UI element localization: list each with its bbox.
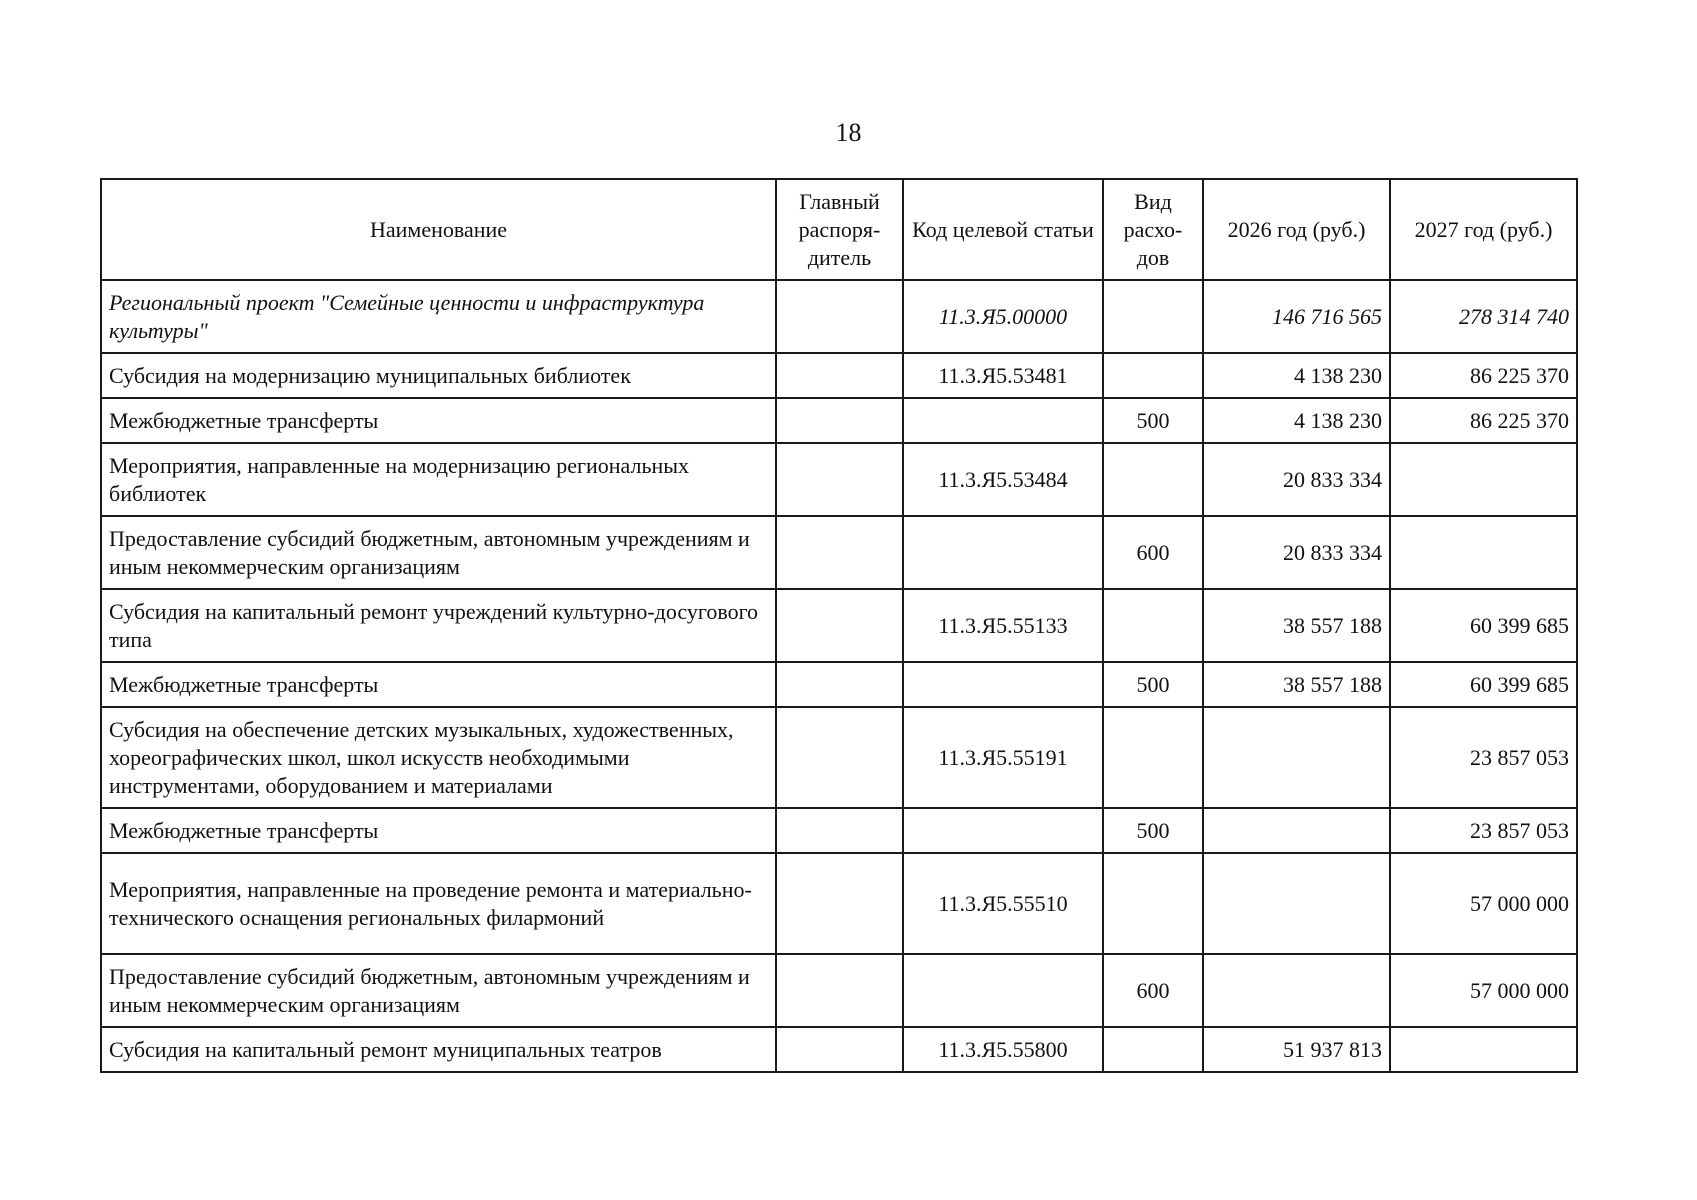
cell-name: Предоставление субсидий бюджетным, автономным учреждениям и иным некоммерческим организациям [101,954,776,1027]
cell-2026: 20 833 334 [1203,443,1390,516]
cell-manager [776,1027,903,1072]
cell-2026: 4 138 230 [1203,353,1390,398]
cell-expense-type [1103,853,1203,954]
cell-2026 [1203,808,1390,853]
cell-2027: 60 399 685 [1390,589,1577,662]
table-row [101,1027,1577,1072]
cell-name: Субсидия на модернизацию муниципальных библиотек [101,353,776,398]
cell-expense-type [1103,1027,1203,1072]
table-row [101,589,1577,662]
cell-manager [776,707,903,808]
table-row [101,398,1577,443]
table-row [101,662,1577,707]
cell-manager [776,662,903,707]
cell-name: Мероприятия, направленные на проведение ремонта и материально-технического оснащения региональных филармоний [101,853,776,954]
cell-name: Предоставление субсидий бюджетным, автономным учреждениям и иным некоммерческим организациям [101,516,776,589]
table-row [101,707,1577,808]
cell-code: 11.3.Я5.53484 [903,443,1103,516]
cell-2026: 4 138 230 [1203,398,1390,443]
cell-expense-type: 500 [1103,808,1203,853]
cell-manager [776,280,903,353]
cell-2027 [1390,443,1577,516]
cell-2026: 38 557 188 [1203,662,1390,707]
cell-expense-type: 500 [1103,398,1203,443]
cell-code: 11.3.Я5.00000 [903,280,1103,353]
table-row [101,516,1577,589]
cell-manager [776,516,903,589]
cell-manager [776,853,903,954]
cell-2027: 23 857 053 [1390,707,1577,808]
cell-manager [776,954,903,1027]
header-code: Код целевой статьи [903,179,1103,280]
budget-table [100,178,1578,1073]
cell-2027 [1390,1027,1577,1072]
table-row [101,280,1577,353]
cell-name: Субсидия на капитальный ремонт учреждений культурно-досугового типа [101,589,776,662]
cell-manager [776,353,903,398]
cell-code: 11.3.Я5.55800 [903,1027,1103,1072]
cell-2027: 86 225 370 [1390,353,1577,398]
page-number: 18 [835,118,862,147]
cell-2027: 278 314 740 [1390,280,1577,353]
table-header-row [101,179,1577,280]
cell-expense-type [1103,280,1203,353]
cell-expense-type: 500 [1103,662,1203,707]
cell-2026 [1203,707,1390,808]
cell-manager [776,443,903,516]
cell-2027: 57 000 000 [1390,853,1577,954]
cell-expense-type: 600 [1103,954,1203,1027]
cell-name: Межбюджетные трансферты [101,398,776,443]
table-row [101,808,1577,853]
cell-expense-type [1103,707,1203,808]
cell-2026: 51 937 813 [1203,1027,1390,1072]
cell-expense-type: 600 [1103,516,1203,589]
cell-2027: 57 000 000 [1390,954,1577,1027]
cell-expense-type [1103,443,1203,516]
cell-2027 [1390,516,1577,589]
cell-code [903,808,1103,853]
cell-code [903,398,1103,443]
cell-manager [776,398,903,443]
cell-code [903,662,1103,707]
header-2026: 2026 год (руб.) [1203,179,1390,280]
header-manager: Главный распоря-дитель [776,179,903,280]
cell-manager [776,808,903,853]
cell-expense-type [1103,353,1203,398]
cell-code [903,954,1103,1027]
header-2027: 2027 год (руб.) [1390,179,1577,280]
cell-2026 [1203,954,1390,1027]
cell-expense-type [1103,589,1203,662]
header-expense-type: Вид расхо-дов [1103,179,1203,280]
cell-2027: 60 399 685 [1390,662,1577,707]
cell-code: 11.3.Я5.55191 [903,707,1103,808]
cell-name: Субсидия на обеспечение детских музыкальных, художественных, хореографических школ, школ искусств необходимыми инструментами, оборудованием и материалами [101,707,776,808]
cell-name: Межбюджетные трансферты [101,808,776,853]
table-row [101,954,1577,1027]
cell-code: 11.3.Я5.55133 [903,589,1103,662]
cell-name: Субсидия на капитальный ремонт муниципальных театров [101,1027,776,1072]
table-row [101,853,1577,954]
cell-2026: 38 557 188 [1203,589,1390,662]
table-row [101,353,1577,398]
cell-2026 [1203,853,1390,954]
header-name: Наименование [101,179,776,280]
cell-2026: 146 716 565 [1203,280,1390,353]
cell-name: Мероприятия, направленные на модернизацию региональных библиотек [101,443,776,516]
cell-2027: 23 857 053 [1390,808,1577,853]
cell-code: 11.3.Я5.55510 [903,853,1103,954]
cell-code: 11.3.Я5.53481 [903,353,1103,398]
cell-name: Региональный проект "Семейные ценности и инфраструктура культуры" [101,280,776,353]
cell-name: Межбюджетные трансферты [101,662,776,707]
table-row [101,443,1577,516]
table-body [101,280,1577,1072]
cell-2027: 86 225 370 [1390,398,1577,443]
cell-code [903,516,1103,589]
cell-manager [776,589,903,662]
cell-2026: 20 833 334 [1203,516,1390,589]
